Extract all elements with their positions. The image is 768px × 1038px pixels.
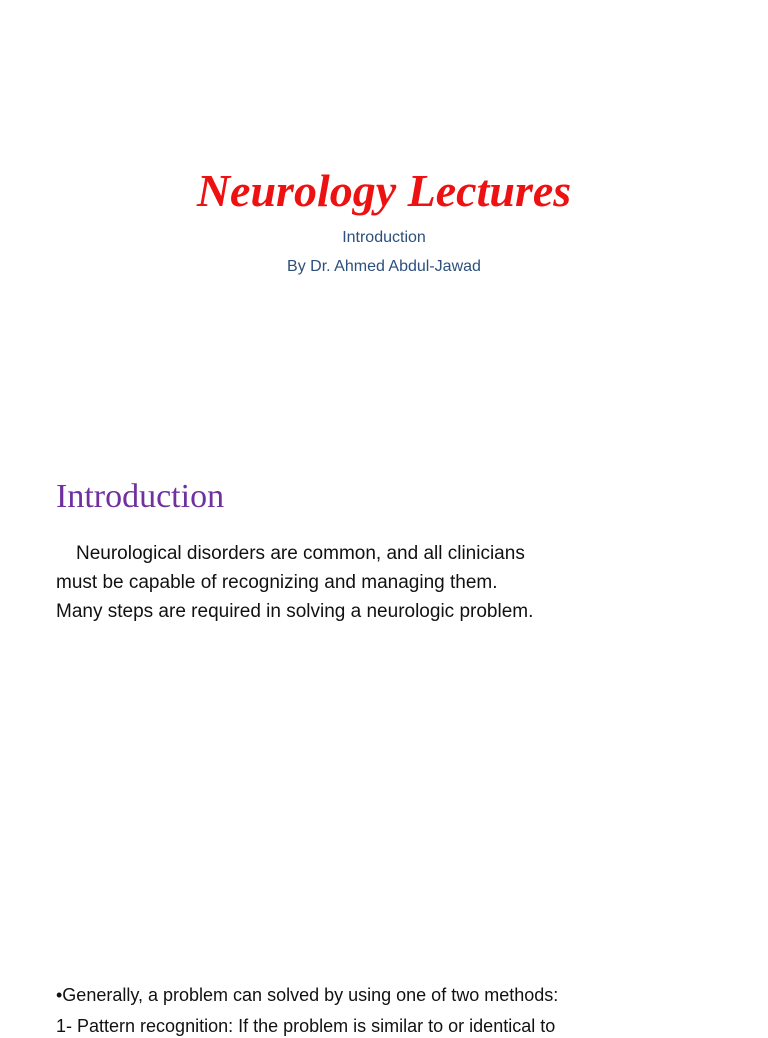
method-1-partial-line: 1- Pattern recognition: If the problem is similar to or identical to [56,1016,556,1036]
lecture-subtitle: Introduction [342,229,426,246]
lecture-author: By Dr. Ahmed Abdul-Jawad [287,258,481,275]
paragraph-line: must be capable of recognizing and managing them. [56,572,498,593]
introduction-paragraph [56,539,616,626]
section-heading-introduction: Introduction [56,478,225,515]
methods-bullet: •Generally, a problem can solved by using one of two methods: [56,985,559,1005]
lecture-title: Neurology Lectures [196,165,572,216]
paragraph-line: Many steps are required in solving a neurologic problem. [56,601,534,622]
paragraph-line: Neurological disorders are common, and all clinicians [76,543,525,564]
